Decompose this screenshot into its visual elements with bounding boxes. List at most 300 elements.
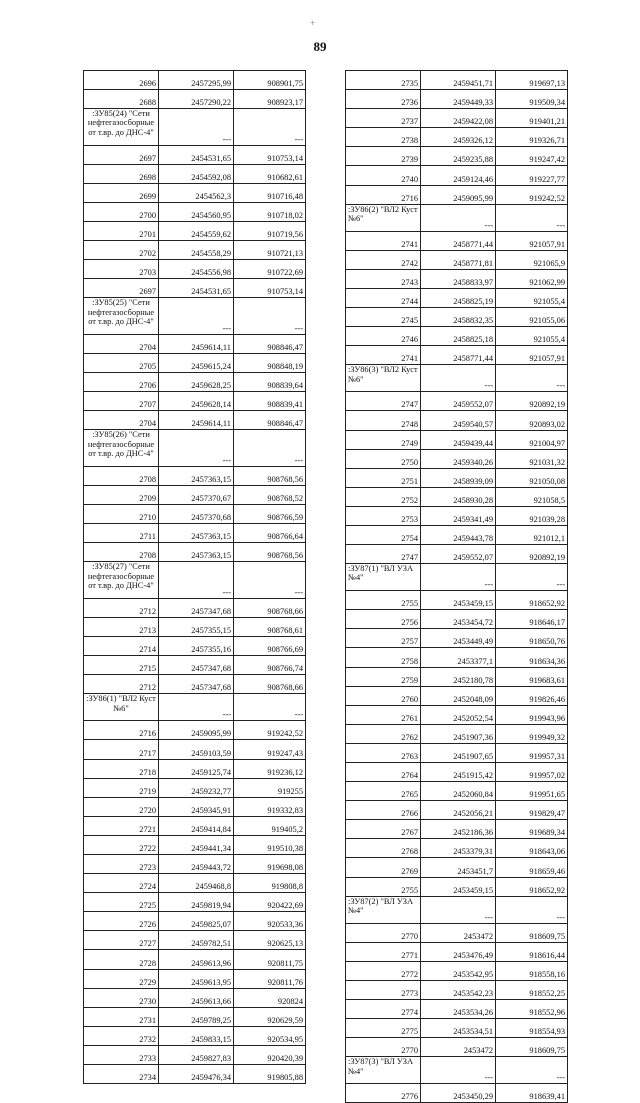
point-number-cell: 2773 xyxy=(346,980,421,999)
point-number-cell: 2713 xyxy=(84,617,159,636)
x-cell: 2452186,36 xyxy=(421,820,496,839)
x-cell: 2458825,18 xyxy=(421,327,496,346)
y-cell: 918652,92 xyxy=(496,591,568,610)
table-row xyxy=(346,820,568,839)
y-cell: 910682,61 xyxy=(234,164,306,183)
x-cell: 2453476,49 xyxy=(421,942,496,961)
y-cell: --- xyxy=(234,430,306,467)
x-cell: 2457355,16 xyxy=(159,637,234,656)
point-number-cell: 2752 xyxy=(346,487,421,506)
table-row xyxy=(346,147,568,166)
point-number-cell: 2744 xyxy=(346,288,421,307)
table-row xyxy=(346,629,568,648)
section-name-cell: :ЗУ86(2) "ВЛ2 Куст №6" xyxy=(346,204,421,231)
y-cell: 908766,64 xyxy=(234,524,306,543)
point-number-cell: 2748 xyxy=(346,411,421,430)
y-cell: 910753,14 xyxy=(234,145,306,164)
y-cell: 920420,39 xyxy=(234,1045,306,1064)
y-cell: 920811,76 xyxy=(234,969,306,988)
y-cell: 918643,06 xyxy=(496,839,568,858)
table-row xyxy=(84,486,306,505)
point-number-cell: 2697 xyxy=(84,145,159,164)
x-cell: 2459827,83 xyxy=(159,1045,234,1064)
x-cell: 2459552,07 xyxy=(421,392,496,411)
point-number-cell: 2754 xyxy=(346,525,421,544)
x-cell: 2459235,88 xyxy=(421,147,496,166)
x-cell: 2459232,77 xyxy=(159,778,234,797)
point-number-cell: 2701 xyxy=(84,222,159,241)
y-cell: 918616,44 xyxy=(496,942,568,961)
table-row xyxy=(84,222,306,241)
x-cell: 2457363,15 xyxy=(159,466,234,485)
table-row xyxy=(346,487,568,506)
point-number-cell: 2767 xyxy=(346,820,421,839)
x-cell: 2453459,15 xyxy=(421,591,496,610)
table-row xyxy=(346,250,568,269)
y-cell: 919689,34 xyxy=(496,820,568,839)
table-row xyxy=(84,637,306,656)
x-cell: 2459614,11 xyxy=(159,334,234,353)
x-cell: 2454559,62 xyxy=(159,222,234,241)
table-row xyxy=(346,942,568,961)
table-row xyxy=(84,543,306,562)
x-cell: 2459125,74 xyxy=(159,759,234,778)
point-number-cell: 2703 xyxy=(84,260,159,279)
y-cell: 919951,65 xyxy=(496,782,568,801)
y-cell: 908768,52 xyxy=(234,486,306,505)
point-number-cell: 2733 xyxy=(84,1045,159,1064)
x-cell: 2459615,24 xyxy=(159,354,234,373)
y-cell: 919227,77 xyxy=(496,166,568,185)
point-number-cell: 2734 xyxy=(84,1065,159,1084)
section-header-row xyxy=(84,562,306,599)
table-row xyxy=(84,797,306,816)
table-row xyxy=(84,71,306,90)
y-cell: 918646,17 xyxy=(496,610,568,629)
x-cell: 2459095,99 xyxy=(159,721,234,740)
point-number-cell: 2765 xyxy=(346,782,421,801)
x-cell: --- xyxy=(421,564,496,591)
point-number-cell: 2710 xyxy=(84,505,159,524)
point-number-cell: 2732 xyxy=(84,1026,159,1045)
y-cell: --- xyxy=(496,1057,568,1084)
coordinates-table-right xyxy=(345,70,568,1103)
x-cell: 2453542,23 xyxy=(421,980,496,999)
point-number-cell: 2735 xyxy=(346,71,421,90)
x-cell: 2457347,68 xyxy=(159,598,234,617)
point-number-cell: 2724 xyxy=(84,874,159,893)
y-cell: 919957,31 xyxy=(496,743,568,762)
y-cell: 920811,75 xyxy=(234,950,306,969)
y-cell: 921012,1 xyxy=(496,525,568,544)
y-cell: 908846,47 xyxy=(234,334,306,353)
point-number-cell: 2712 xyxy=(84,675,159,694)
table-row xyxy=(346,763,568,782)
y-cell: 919405,2 xyxy=(234,816,306,835)
y-cell: 910722,69 xyxy=(234,260,306,279)
y-cell: 918639,41 xyxy=(496,1084,568,1103)
y-cell: 920533,36 xyxy=(234,912,306,931)
point-number-cell: 2740 xyxy=(346,166,421,185)
x-cell: 2459439,44 xyxy=(421,430,496,449)
x-cell: 2457295,99 xyxy=(159,71,234,90)
x-cell: 2459613,66 xyxy=(159,988,234,1007)
point-number-cell: 2697 xyxy=(84,279,159,298)
y-cell: 918652,92 xyxy=(496,877,568,896)
section-header-row xyxy=(346,1057,568,1084)
x-cell: 2457290,22 xyxy=(159,90,234,109)
x-cell: --- xyxy=(159,562,234,599)
table-row xyxy=(346,109,568,128)
table-row xyxy=(84,354,306,373)
y-cell: --- xyxy=(234,694,306,721)
y-cell: 918650,76 xyxy=(496,629,568,648)
section-header-row xyxy=(346,365,568,392)
table-row xyxy=(84,656,306,675)
point-number-cell: 2700 xyxy=(84,202,159,221)
x-cell: 2453459,15 xyxy=(421,877,496,896)
y-cell: 908901,75 xyxy=(234,71,306,90)
point-number-cell: 2764 xyxy=(346,763,421,782)
table-row xyxy=(346,923,568,942)
x-cell: 2453454,72 xyxy=(421,610,496,629)
point-number-cell: 2743 xyxy=(346,269,421,288)
y-cell: --- xyxy=(234,562,306,599)
table-row xyxy=(84,1026,306,1045)
section-header-row xyxy=(84,109,306,146)
x-cell: 2459341,49 xyxy=(421,506,496,525)
point-number-cell: 2714 xyxy=(84,637,159,656)
x-cell: 2459345,91 xyxy=(159,797,234,816)
table-row xyxy=(346,648,568,667)
y-cell: 908768,66 xyxy=(234,675,306,694)
table-row xyxy=(84,874,306,893)
point-number-cell: 2721 xyxy=(84,816,159,835)
x-cell: 2451907,36 xyxy=(421,724,496,743)
y-cell: 910721,13 xyxy=(234,241,306,260)
section-header-row xyxy=(346,204,568,231)
point-number-cell: 2758 xyxy=(346,648,421,667)
y-cell: 919949,32 xyxy=(496,724,568,743)
table-row xyxy=(346,877,568,896)
point-number-cell: 2709 xyxy=(84,486,159,505)
point-number-cell: 2718 xyxy=(84,759,159,778)
x-cell: --- xyxy=(421,204,496,231)
table-row xyxy=(84,524,306,543)
point-number-cell: 2753 xyxy=(346,506,421,525)
table-row xyxy=(346,185,568,204)
section-header-row xyxy=(346,564,568,591)
y-cell: 919509,34 xyxy=(496,90,568,109)
x-cell: 2457355,15 xyxy=(159,617,234,636)
table-row xyxy=(346,858,568,877)
point-number-cell: 2704 xyxy=(84,411,159,430)
y-cell: 919255 xyxy=(234,778,306,797)
table-row xyxy=(346,327,568,346)
y-cell: --- xyxy=(496,204,568,231)
table-row xyxy=(84,466,306,485)
x-cell: 2459789,25 xyxy=(159,1007,234,1026)
point-number-cell: 2708 xyxy=(84,466,159,485)
point-number-cell: 2761 xyxy=(346,705,421,724)
y-cell: 921062,99 xyxy=(496,269,568,288)
y-cell: --- xyxy=(496,564,568,591)
section-header-row xyxy=(84,694,306,721)
x-cell: 2459613,96 xyxy=(159,950,234,969)
y-cell: 918609,75 xyxy=(496,923,568,942)
point-number-cell: 2772 xyxy=(346,961,421,980)
x-cell: 2454531,65 xyxy=(159,279,234,298)
x-cell: 2458771,44 xyxy=(421,231,496,250)
point-number-cell: 2751 xyxy=(346,468,421,487)
point-number-cell: 2763 xyxy=(346,743,421,762)
table-row xyxy=(346,667,568,686)
y-cell: 908839,64 xyxy=(234,373,306,392)
point-number-cell: 2707 xyxy=(84,392,159,411)
point-number-cell: 2771 xyxy=(346,942,421,961)
x-cell: 2457363,15 xyxy=(159,524,234,543)
table-row xyxy=(346,591,568,610)
point-number-cell: 2705 xyxy=(84,354,159,373)
y-cell: 920629,59 xyxy=(234,1007,306,1026)
table-row xyxy=(346,545,568,564)
table-row xyxy=(84,164,306,183)
y-cell: 918634,36 xyxy=(496,648,568,667)
y-cell: 920893,02 xyxy=(496,411,568,430)
point-number-cell: 2756 xyxy=(346,610,421,629)
point-number-cell: 2755 xyxy=(346,877,421,896)
y-cell: 920422,69 xyxy=(234,893,306,912)
y-cell: 908766,74 xyxy=(234,656,306,675)
x-cell: 2459628,14 xyxy=(159,392,234,411)
table-row xyxy=(84,202,306,221)
point-number-cell: 2755 xyxy=(346,591,421,610)
point-number-cell: 2708 xyxy=(84,543,159,562)
table-row xyxy=(84,505,306,524)
section-name-cell: :ЗУ85(27) "Сети нефтегазосборные от т.вр. до ДНС-4" xyxy=(84,562,159,599)
point-number-cell: 2699 xyxy=(84,183,159,202)
coordinates-table-left xyxy=(83,70,306,1084)
y-cell: 919332,83 xyxy=(234,797,306,816)
x-cell: 2454562,3 xyxy=(159,183,234,202)
y-cell: 910716,48 xyxy=(234,183,306,202)
x-cell: 2453542,95 xyxy=(421,961,496,980)
y-cell: 918554,93 xyxy=(496,1019,568,1038)
x-cell: 2459443,72 xyxy=(159,855,234,874)
table-row xyxy=(346,980,568,999)
point-number-cell: 2716 xyxy=(346,185,421,204)
section-header-row xyxy=(346,896,568,923)
x-cell: 2459340,26 xyxy=(421,449,496,468)
x-cell: 2454592,08 xyxy=(159,164,234,183)
y-cell: 921055,4 xyxy=(496,288,568,307)
x-cell: 2459414,84 xyxy=(159,816,234,835)
x-cell: 2459614,11 xyxy=(159,411,234,430)
point-number-cell: 2741 xyxy=(346,231,421,250)
point-number-cell: 2725 xyxy=(84,893,159,912)
x-cell: 2454556,98 xyxy=(159,260,234,279)
x-cell: 2451907,65 xyxy=(421,743,496,762)
x-cell: 2458771,81 xyxy=(421,250,496,269)
y-cell: 908768,56 xyxy=(234,466,306,485)
table-row xyxy=(346,686,568,705)
table-row xyxy=(84,392,306,411)
y-cell: 921031,32 xyxy=(496,449,568,468)
y-cell: 919401,21 xyxy=(496,109,568,128)
x-cell: 2454560,95 xyxy=(159,202,234,221)
x-cell: 2453450,29 xyxy=(421,1084,496,1103)
y-cell: 919236,12 xyxy=(234,759,306,778)
point-number-cell: 2762 xyxy=(346,724,421,743)
section-name-cell: :ЗУ87(2) "ВЛ УЗА №4" xyxy=(346,896,421,923)
x-cell: 2459449,33 xyxy=(421,90,496,109)
table-row xyxy=(84,183,306,202)
x-cell: 2453379,31 xyxy=(421,839,496,858)
y-cell: 908768,56 xyxy=(234,543,306,562)
y-cell: --- xyxy=(234,109,306,146)
point-number-cell: 2766 xyxy=(346,801,421,820)
x-cell: 2452048,09 xyxy=(421,686,496,705)
y-cell: 921057,91 xyxy=(496,346,568,365)
table-row xyxy=(84,740,306,759)
point-number-cell: 2736 xyxy=(346,90,421,109)
table-row xyxy=(84,411,306,430)
y-cell: 920625,13 xyxy=(234,931,306,950)
table-row xyxy=(84,241,306,260)
table-row xyxy=(346,610,568,629)
section-name-cell: :ЗУ87(1) "ВЛ УЗА №4" xyxy=(346,564,421,591)
table-row xyxy=(84,759,306,778)
top-mark: + xyxy=(310,18,316,28)
x-cell: --- xyxy=(159,694,234,721)
table-row xyxy=(346,308,568,327)
x-cell: 2458832,35 xyxy=(421,308,496,327)
x-cell: 2457347,68 xyxy=(159,675,234,694)
y-cell: 921055,06 xyxy=(496,308,568,327)
x-cell: 2457347,68 xyxy=(159,656,234,675)
x-cell: 2459613,95 xyxy=(159,969,234,988)
y-cell: 920534,95 xyxy=(234,1026,306,1045)
table-row xyxy=(84,969,306,988)
x-cell: 2458825,19 xyxy=(421,288,496,307)
point-number-cell: 2729 xyxy=(84,969,159,988)
x-cell: 2458833,97 xyxy=(421,269,496,288)
point-number-cell: 2727 xyxy=(84,931,159,950)
point-number-cell: 2759 xyxy=(346,667,421,686)
point-number-cell: 2770 xyxy=(346,923,421,942)
x-cell: 2458930,28 xyxy=(421,487,496,506)
point-number-cell: 2746 xyxy=(346,327,421,346)
table-row xyxy=(84,950,306,969)
table-row xyxy=(346,71,568,90)
y-cell: --- xyxy=(496,365,568,392)
y-cell: 921058,5 xyxy=(496,487,568,506)
x-cell: --- xyxy=(421,1057,496,1084)
x-cell: 2459441,34 xyxy=(159,835,234,854)
table-row xyxy=(346,392,568,411)
y-cell: 910719,56 xyxy=(234,222,306,241)
section-header-row xyxy=(84,298,306,335)
table-row xyxy=(346,430,568,449)
y-cell: 919829,47 xyxy=(496,801,568,820)
x-cell: --- xyxy=(421,896,496,923)
point-number-cell: 2728 xyxy=(84,950,159,969)
table-row xyxy=(84,893,306,912)
y-cell: 908766,59 xyxy=(234,505,306,524)
y-cell: 921050,08 xyxy=(496,468,568,487)
x-cell: 2459103,59 xyxy=(159,740,234,759)
point-number-cell: 2747 xyxy=(346,392,421,411)
table-row xyxy=(84,1007,306,1026)
table-row xyxy=(84,912,306,931)
table-row xyxy=(346,128,568,147)
point-number-cell: 2722 xyxy=(84,835,159,854)
y-cell: 919326,71 xyxy=(496,128,568,147)
point-number-cell: 2749 xyxy=(346,430,421,449)
x-cell: 2453451,7 xyxy=(421,858,496,877)
y-cell: 919943,96 xyxy=(496,705,568,724)
x-cell: 2451915,42 xyxy=(421,763,496,782)
x-cell: 2454558,29 xyxy=(159,241,234,260)
y-cell: 919957,02 xyxy=(496,763,568,782)
table-row xyxy=(346,90,568,109)
x-cell: 2459326,12 xyxy=(421,128,496,147)
table-row xyxy=(346,166,568,185)
x-cell: 2459552,07 xyxy=(421,545,496,564)
y-cell: 919826,46 xyxy=(496,686,568,705)
table-row xyxy=(346,411,568,430)
point-number-cell: 2688 xyxy=(84,90,159,109)
point-number-cell: 2742 xyxy=(346,250,421,269)
table-row xyxy=(346,724,568,743)
y-cell: 919247,43 xyxy=(234,740,306,759)
point-number-cell: 2696 xyxy=(84,71,159,90)
point-number-cell: 2775 xyxy=(346,1019,421,1038)
x-cell: 2453534,26 xyxy=(421,1000,496,1019)
table-row xyxy=(346,231,568,250)
x-cell: 2453472 xyxy=(421,923,496,942)
table-row xyxy=(84,931,306,950)
point-number-cell: 2712 xyxy=(84,598,159,617)
x-cell: 2453534,51 xyxy=(421,1019,496,1038)
table-row xyxy=(84,1065,306,1084)
y-cell: 920892,19 xyxy=(496,545,568,564)
y-cell: 908839,41 xyxy=(234,392,306,411)
point-number-cell: 2730 xyxy=(84,988,159,1007)
point-number-cell: 2717 xyxy=(84,740,159,759)
y-cell: 921004,97 xyxy=(496,430,568,449)
table-row xyxy=(84,778,306,797)
table-row xyxy=(346,346,568,365)
x-cell: 2458939,09 xyxy=(421,468,496,487)
x-cell: 2452060,84 xyxy=(421,782,496,801)
y-cell: 908768,61 xyxy=(234,617,306,636)
x-cell: 2457363,15 xyxy=(159,543,234,562)
point-number-cell: 2776 xyxy=(346,1084,421,1103)
point-number-cell: 2745 xyxy=(346,308,421,327)
table-row xyxy=(84,816,306,835)
table-row xyxy=(84,279,306,298)
table-row xyxy=(84,988,306,1007)
x-cell: 2459540,57 xyxy=(421,411,496,430)
point-number-cell: 2770 xyxy=(346,1038,421,1057)
y-cell: 918558,16 xyxy=(496,961,568,980)
x-cell: 2457370,68 xyxy=(159,505,234,524)
table-row xyxy=(84,835,306,854)
point-number-cell: 2716 xyxy=(84,721,159,740)
point-number-cell: 2698 xyxy=(84,164,159,183)
y-cell: 919697,13 xyxy=(496,71,568,90)
